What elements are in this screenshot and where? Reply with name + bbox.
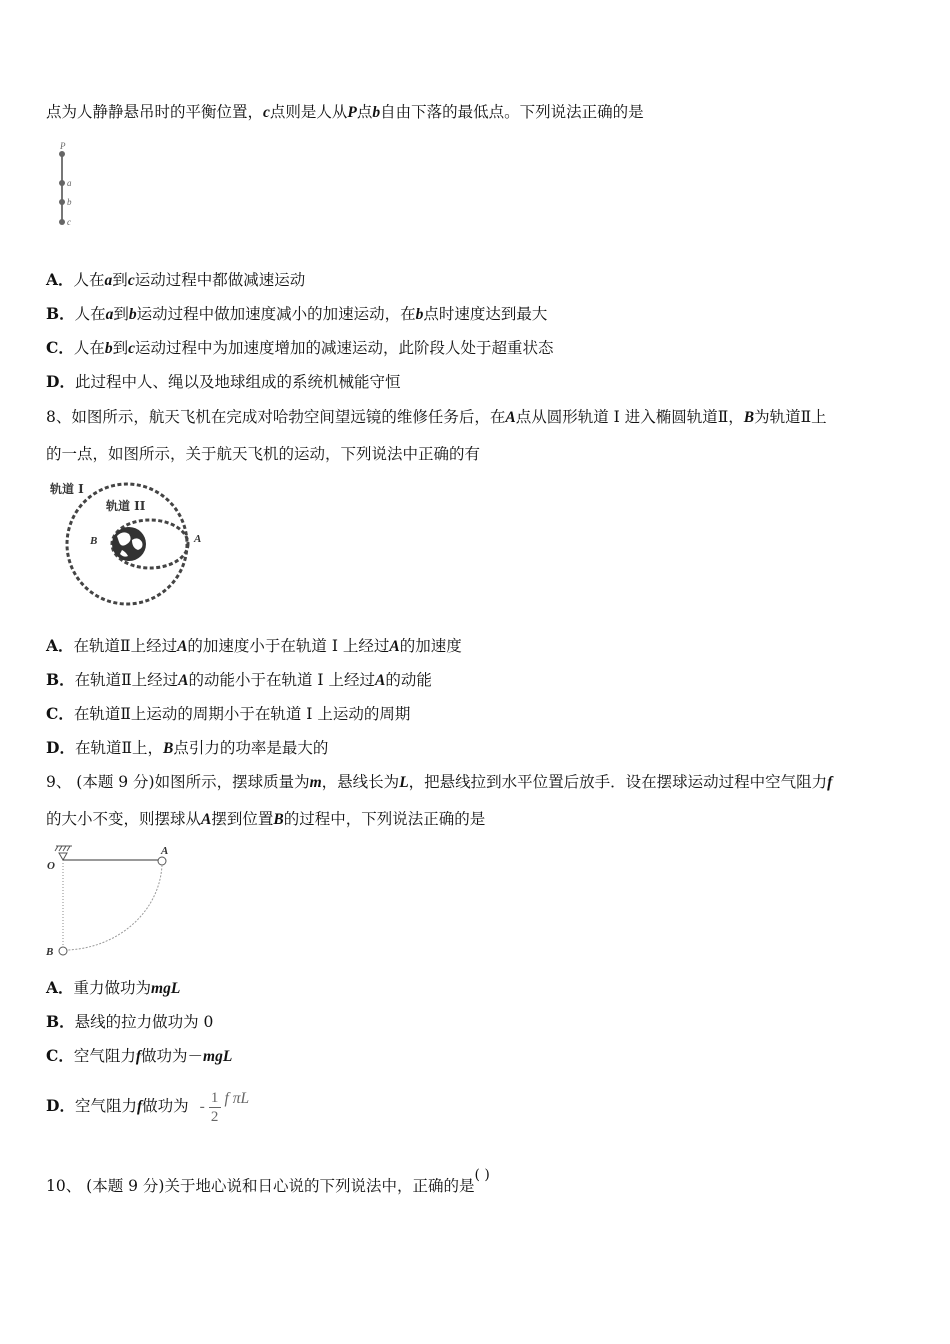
q8-option-b: B．在轨道Ⅱ上经过A的动能小于在轨道 I 上经过A的动能 xyxy=(46,670,432,689)
q8-option-a: A．在轨道Ⅱ上经过A的加速度小于在轨道 I 上经过A的加速度 xyxy=(46,636,462,655)
orbit1-label: 轨道 I xyxy=(50,482,84,496)
ball-b xyxy=(59,947,67,955)
pendulum-figure xyxy=(44,840,184,962)
q7-option-c: C．人在b到c运动过程中为加速度增加的减速运动，此阶段人处于超重状态 xyxy=(46,338,554,357)
q8-option-c: C．在轨道Ⅱ上运动的周期小于在轨道 I 上运动的周期 xyxy=(46,704,411,723)
q10-line: 10、 (本题 9 分)关于地心说和日心说的下列说法中，正确的是( ) xyxy=(46,1167,490,1195)
point-b-label: B xyxy=(90,535,98,547)
ball-a xyxy=(158,857,166,865)
q9-option-b: B．悬线的拉力做功为 0 xyxy=(46,1012,214,1031)
q7-option-b: B．人在a到b运动过程中做加速度减小的加速运动，在b点时速度达到最大 xyxy=(46,304,548,323)
point-c xyxy=(59,219,65,225)
q8-line1: 8、如图所示，航天飞机在完成对哈勃空间望远镜的维修任务后，在A点从圆形轨道 I 进入椭圆轨道Ⅱ，B为轨道Ⅱ上 xyxy=(46,408,827,426)
point-a-label: A xyxy=(194,533,202,545)
q8-option-d: D．在轨道Ⅱ上，B点引力的功率是最大的 xyxy=(46,738,329,757)
rope-figure xyxy=(52,140,92,232)
q7-option-a: A．人在a到c运动过程中都做减速运动 xyxy=(46,270,306,289)
formula: - $\frac{1}{2}$ f πL xyxy=(199,1089,250,1125)
label-b: B xyxy=(46,946,54,958)
q7-option-d: D．此过程中人、绳以及地球组成的系统机械能守恒 xyxy=(46,372,401,391)
label-p: P xyxy=(60,141,66,151)
q9-line1: 9、 (本题 9 分)如图所示，摆球质量为m，悬线长为L，把悬线拉到水平位置后放手．设在摆球运动过程中空气阻力f xyxy=(46,773,833,791)
intro-line: 点为人静静悬吊时的平衡位置，c点则是人从P点b自由下落的最低点。下列说法正确的是 xyxy=(46,103,644,121)
orbit-figure xyxy=(46,478,216,613)
orbit2-label: 轨道 II xyxy=(106,499,146,513)
pivot-icon xyxy=(59,853,67,860)
arc-path xyxy=(67,865,162,950)
point-a xyxy=(59,180,65,186)
label-c: c xyxy=(67,217,71,227)
q8-line2: 的一点，如图所示，关于航天飞机的运动，下列说法中正确的有 xyxy=(46,445,481,463)
q9-line2: 的大小不变，则摆球从A摆到位置B的过程中，下列说法正确的是 xyxy=(46,810,486,828)
label-o: O xyxy=(47,860,55,872)
answer-paren: ( ) xyxy=(474,1167,490,1183)
label-b: b xyxy=(67,197,72,207)
point-p xyxy=(59,151,65,157)
label-a: a xyxy=(67,178,72,188)
q9-option-d: D．空气阻力f做功为 - $\frac{1}{2}$ f πL xyxy=(46,1086,249,1127)
label-a: A xyxy=(161,845,169,857)
q9-option-a: A．重力做功为mgL xyxy=(46,978,181,997)
point-b xyxy=(59,199,65,205)
q9-option-c: C．空气阻力f做功为－mgL xyxy=(46,1046,233,1065)
